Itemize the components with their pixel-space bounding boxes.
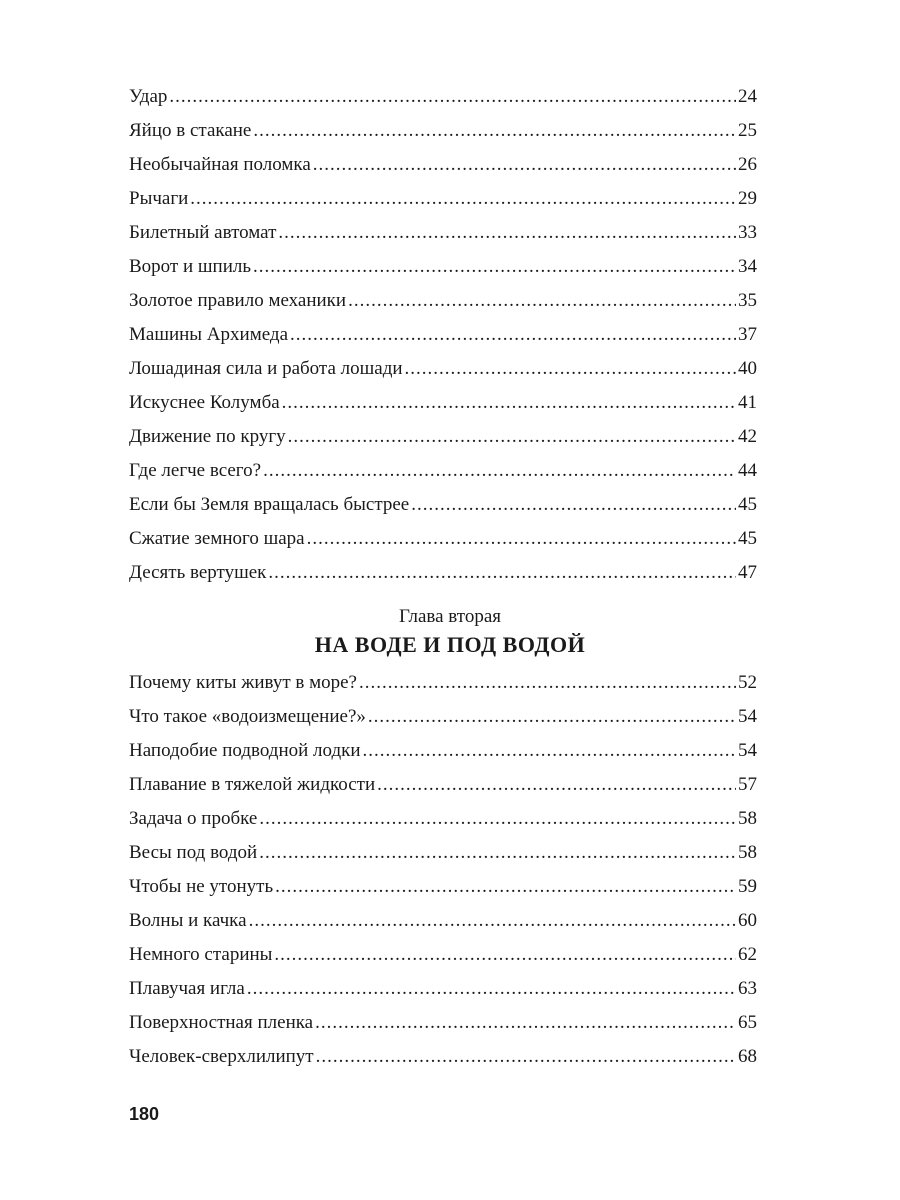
- toc-entry-page: 33: [738, 222, 757, 243]
- toc-entry-page: 63: [738, 978, 757, 999]
- toc-dot-leader: [282, 386, 736, 420]
- toc-dot-leader: [368, 700, 736, 734]
- toc-entry: [129, 352, 757, 386]
- toc-entry: [129, 148, 757, 182]
- toc-dot-leader: [268, 556, 736, 590]
- toc-entry-title: Чтобы не утонуть: [129, 876, 274, 897]
- toc-entry: [129, 114, 757, 148]
- chapter-label: Глава вторая: [398, 606, 502, 627]
- toc-entry-page: 42: [738, 426, 757, 447]
- toc-entry: [129, 666, 757, 700]
- toc-entry: [129, 836, 757, 870]
- chapter-title: НА ВОДЕ И ПОД ВОДОЙ: [314, 632, 586, 657]
- toc-dot-leader: [313, 148, 736, 182]
- toc-entry-page: 59: [738, 876, 757, 897]
- toc-entry-page: 44: [738, 460, 757, 481]
- toc-entry: [129, 802, 757, 836]
- toc-dot-leader: [274, 938, 736, 972]
- toc-dot-leader: [253, 114, 736, 148]
- toc-dot-leader: [275, 870, 736, 904]
- page-number: 180: [129, 1104, 160, 1124]
- toc-dot-leader: [247, 972, 736, 1006]
- toc-dot-leader: [363, 734, 736, 768]
- toc-entry: [129, 318, 757, 352]
- toc-entry-page: 65: [738, 1012, 757, 1033]
- toc-entry-page: 47: [738, 562, 757, 583]
- toc-dot-leader: [307, 522, 736, 556]
- toc-entry-title: Человек-сверхлилипут: [129, 1046, 314, 1067]
- toc-entry-page: 34: [738, 256, 757, 277]
- toc-entry-title: Искуснее Колумба: [129, 392, 280, 413]
- toc-entry-page: 57: [738, 774, 757, 795]
- toc-entry-title: Плавучая игла: [129, 978, 245, 999]
- toc-entry-title: Билетный автомат: [129, 222, 277, 243]
- toc-dot-leader: [249, 904, 736, 938]
- toc-entry-title: Золотое правило механики: [129, 290, 347, 311]
- toc-entry: [129, 250, 757, 284]
- toc-entry-page: 58: [738, 808, 757, 829]
- toc-entry: [129, 938, 757, 972]
- toc-dot-leader: [259, 802, 736, 836]
- toc-entry-title: Ворот и шпиль: [129, 256, 252, 277]
- toc-entry: [129, 386, 757, 420]
- toc-dot-leader: [190, 182, 736, 216]
- toc-entry-title: Движение по кругу: [129, 426, 286, 447]
- toc-entry-page: 52: [738, 672, 757, 693]
- toc-entry-page: 35: [738, 290, 757, 311]
- toc-entry-page: 54: [738, 740, 757, 761]
- toc-entry: [129, 522, 757, 556]
- toc-entry-title: Рычаги: [129, 188, 189, 209]
- toc-entry-title: Лошадиная сила и работа лошади: [129, 358, 403, 379]
- toc-list-chapter-one: [129, 80, 757, 590]
- toc-entry: [129, 700, 757, 734]
- toc-entry: [129, 972, 757, 1006]
- toc-dot-leader: [348, 284, 736, 318]
- toc-entry-title: Почему киты живут в море?: [129, 672, 357, 693]
- toc-entry-page: 24: [738, 86, 757, 107]
- toc-entry-page: 25: [738, 120, 757, 141]
- toc-entry: [129, 488, 757, 522]
- toc-dot-leader: [290, 318, 736, 352]
- toc-entry-page: 29: [738, 188, 757, 209]
- toc-entry: [129, 556, 757, 590]
- toc-entry-title: Волны и качка: [129, 910, 247, 931]
- toc-entry-title: Десять вертушек: [129, 562, 267, 583]
- toc-entry-page: 26: [738, 154, 757, 175]
- toc-entry-title: Наподобие подводной лодки: [129, 740, 361, 761]
- toc-entry: [129, 454, 757, 488]
- toc-list-chapter-two: [129, 666, 757, 1074]
- toc-entry: [129, 734, 757, 768]
- toc-entry-title: Что такое «водоизмещение?»: [129, 706, 366, 727]
- toc-entry-title: Весы под водой: [129, 842, 258, 863]
- toc-entry-page: 37: [738, 324, 757, 345]
- toc-entry-page: 60: [738, 910, 757, 931]
- toc-dot-leader: [288, 420, 736, 454]
- toc-entry-page: 40: [738, 358, 757, 379]
- toc-entry-title: Если бы Земля вращалась быстрее: [129, 494, 410, 515]
- toc-dot-leader: [405, 352, 736, 386]
- toc-entry: [129, 1006, 757, 1040]
- toc-entry: [129, 420, 757, 454]
- toc-entry-title: Яйцо в стакане: [129, 120, 252, 141]
- toc-dot-leader: [169, 80, 736, 114]
- toc-entry-page: 62: [738, 944, 757, 965]
- toc-entry-title: Немного старины: [129, 944, 273, 965]
- toc-dot-leader: [259, 836, 736, 870]
- toc-entry-title: Где легче всего?: [129, 460, 262, 481]
- toc-entry: [129, 182, 757, 216]
- toc-entry-page: 45: [738, 528, 757, 549]
- toc-dot-leader: [253, 250, 736, 284]
- toc-entry: [129, 80, 757, 114]
- toc-dot-leader: [278, 216, 736, 250]
- toc-entry-page: 68: [738, 1046, 757, 1067]
- toc-entry-title: Плавание в тяжелой жидкости: [129, 774, 376, 795]
- toc-dot-leader: [316, 1040, 736, 1074]
- toc-entry: [129, 904, 757, 938]
- toc-entry: [129, 768, 757, 802]
- toc-dot-leader: [315, 1006, 736, 1040]
- toc-entry-page: 54: [738, 706, 757, 727]
- toc-entry-title: Сжатие земного шара: [129, 528, 305, 549]
- toc-entry-page: 58: [738, 842, 757, 863]
- toc-entry-title: Задача о пробке: [129, 808, 258, 829]
- toc-entry: [129, 870, 757, 904]
- toc-dot-leader: [263, 454, 736, 488]
- toc-entry: [129, 216, 757, 250]
- toc-entry-title: Удар: [129, 86, 168, 107]
- toc-dot-leader: [359, 666, 736, 700]
- toc-entry-title: Необычайная поломка: [129, 154, 311, 175]
- toc-entry-page: 45: [738, 494, 757, 515]
- toc-dot-leader: [411, 488, 736, 522]
- toc-dot-leader: [377, 768, 736, 802]
- toc-entry-page: 41: [738, 392, 757, 413]
- toc-entry-title: Машины Архимеда: [129, 324, 289, 345]
- toc-entry: [129, 284, 757, 318]
- toc-entry: [129, 1040, 757, 1074]
- toc-entry-title: Поверхностная пленка: [129, 1012, 314, 1033]
